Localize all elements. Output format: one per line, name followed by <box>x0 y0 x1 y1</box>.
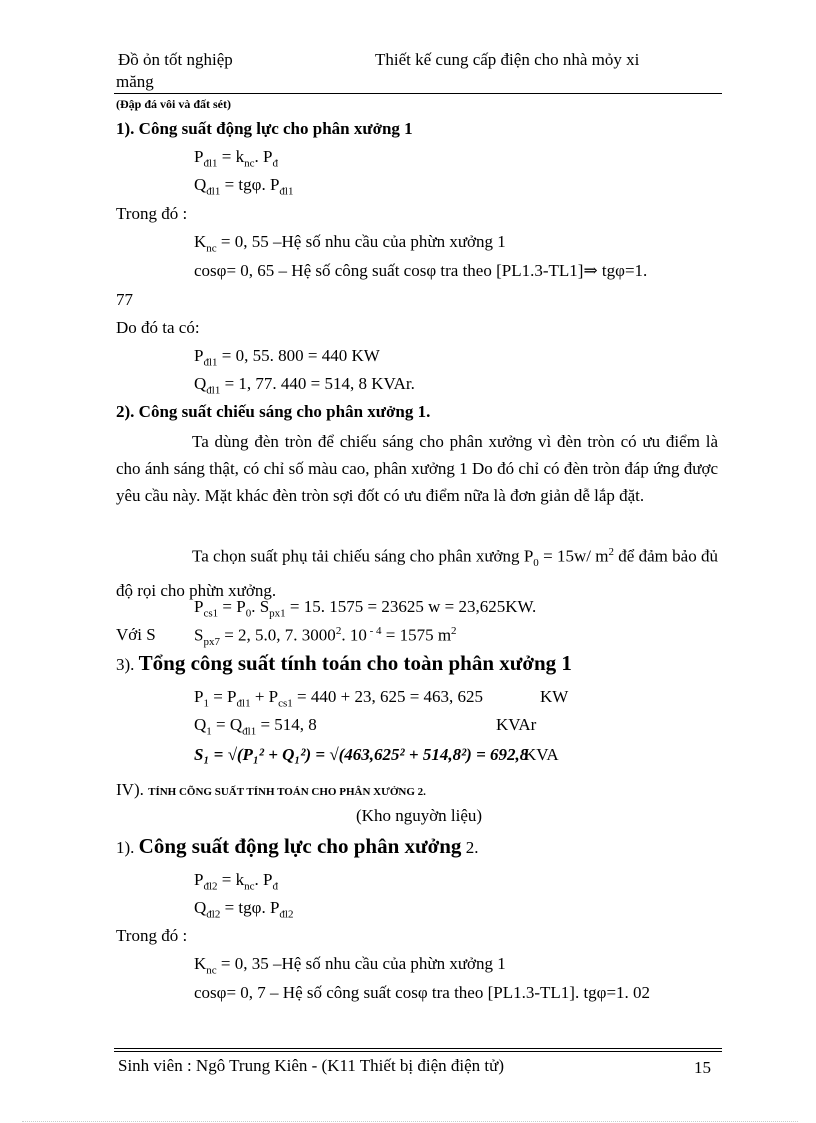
knc-2: $K_{nc} = 0$, 35 –Hệ số nhu cầu của phừn xưởng 1 <box>194 954 506 977</box>
footer-rule-bottom <box>114 1051 722 1052</box>
cos-phi-1-cont: 77 <box>116 290 133 309</box>
calc-p-cs1: $P_{cs1} = P_0$. $S_{px1} = 15$. 1575 = 23625 w = 23,625KW. <box>194 597 537 620</box>
calc-s-px: $S_{px7} = 2$, 5.0, 7. 3000$^2$. 10 $^{- 4}$ = 1575 $m^2$ <box>194 625 457 649</box>
formula-p-dl1: $P_{đl1} = k_{nc}$. $P_đ$ <box>194 147 278 170</box>
section3-title: 3). Tổng công suất tính toán cho toàn phân xưởng 1 <box>116 651 572 675</box>
formula-q-dl2: $Q_{đl2} = tg\varphi$. $P_{đl2}$ <box>194 898 294 921</box>
section4-subtitle: (Kho nguyờn liệu) <box>356 806 483 825</box>
footer-text: Sinh viên : Ngô Trung Kiên - (K11 Thiết bị điện điện tử) <box>118 1056 505 1075</box>
calc-p-dl1: $P_{đl1} = 0$, 55. 800 = 440 KW <box>194 346 380 369</box>
formula-q-dl1: $Q_{đl1} = tg\varphi$. $P_{đl1}$ <box>194 175 294 198</box>
section4-title: IV). TÍNH CÕNG SUẤT TÍNH TOÁN CHO PHÂN XƯỞNG 2. <box>116 780 426 799</box>
header-left-line1: Đồ ỏn tốt nghiệp <box>118 50 233 69</box>
knc-1: $K_{nc} = 0$, 55 –Hệ số nhu cầu của phừn xưởng 1 <box>194 232 506 255</box>
calc-q-dl1: $Q_{đl1} = 1$, 77. 440 = 514, 8 KVAr. <box>194 374 415 397</box>
cos-phi-1: cosφ= 0, 65 – Hệ số công suất cosφ tra theo [PL1.3-TL1]⇒ tgφ=1. <box>194 261 648 280</box>
trong-do-2: Trong đó : <box>116 926 188 945</box>
total-q1-unit: KVAr <box>496 715 537 734</box>
voi-s-label: Với S <box>116 625 156 644</box>
total-s1-formula: S₁ = √(P₁² + Q₁²) = √(463,625² + 514,8²) = 692,8 <box>194 745 529 764</box>
paragraph-2: Ta chọn suất phụ tải chiếu sáng cho phân xưởng $P_0 = 15w/$ $m^2$ để đảm bảo đủ độ rọi cho phừn xưởng. <box>116 546 719 601</box>
paragraph-1: Ta dùng đèn tròn để chiếu sáng cho phân xưởng vì đèn tròn có ưu điểm là cho ánh sáng thật, có chỉ số màu cao, phân xưởng 1 Do đó chỉ có đèn tròn đáp ứng được yêu cầu này. Mặt khác đèn tròn sợi đốt có ưu điểm nữa là đơn giản dễ lắp đặt. <box>116 432 718 505</box>
do-do: Do đó ta có: <box>116 318 200 337</box>
section2-title: 2). Công suất chiếu sáng cho phân xưởng 1. <box>116 402 431 421</box>
section1-title: 1). Công suất động lực cho phân xưởng 1 <box>116 119 413 138</box>
header-right: Thiết kế cung cấp điện cho nhà mỏy xi <box>375 50 640 69</box>
cos-phi-2: cosφ= 0, 7 – Hệ số công suất cosφ tra theo [PL1.3-TL1]. tgφ=1. 02 <box>194 983 651 1002</box>
total-p1: $P_1 = P_{đl1} + P_{cs1} = 440 + 23$, 625 = 463, 625 <box>194 687 484 710</box>
header-left-line2: măng <box>116 72 154 91</box>
page-number: 15 <box>694 1058 711 1077</box>
total-q1: $Q_1 = Q_{đl1} = 514$, 8 <box>194 715 317 738</box>
total-s1-unit: KVA <box>524 745 559 764</box>
subtitle: (Đập đá vôi và đất sét) <box>116 97 232 111</box>
section5-title: 1). Công suất động lực cho phân xưởng 2. <box>116 834 479 858</box>
total-p1-unit: KW <box>540 687 569 706</box>
trong-do-1: Trong đó : <box>116 204 188 223</box>
page-edge-dots <box>22 1121 798 1122</box>
formula-p-dl2: $P_{đl2} = k_{nc}$. $P_đ$ <box>194 870 278 893</box>
footer-rule-top <box>114 1048 722 1049</box>
header-rule <box>114 93 722 94</box>
